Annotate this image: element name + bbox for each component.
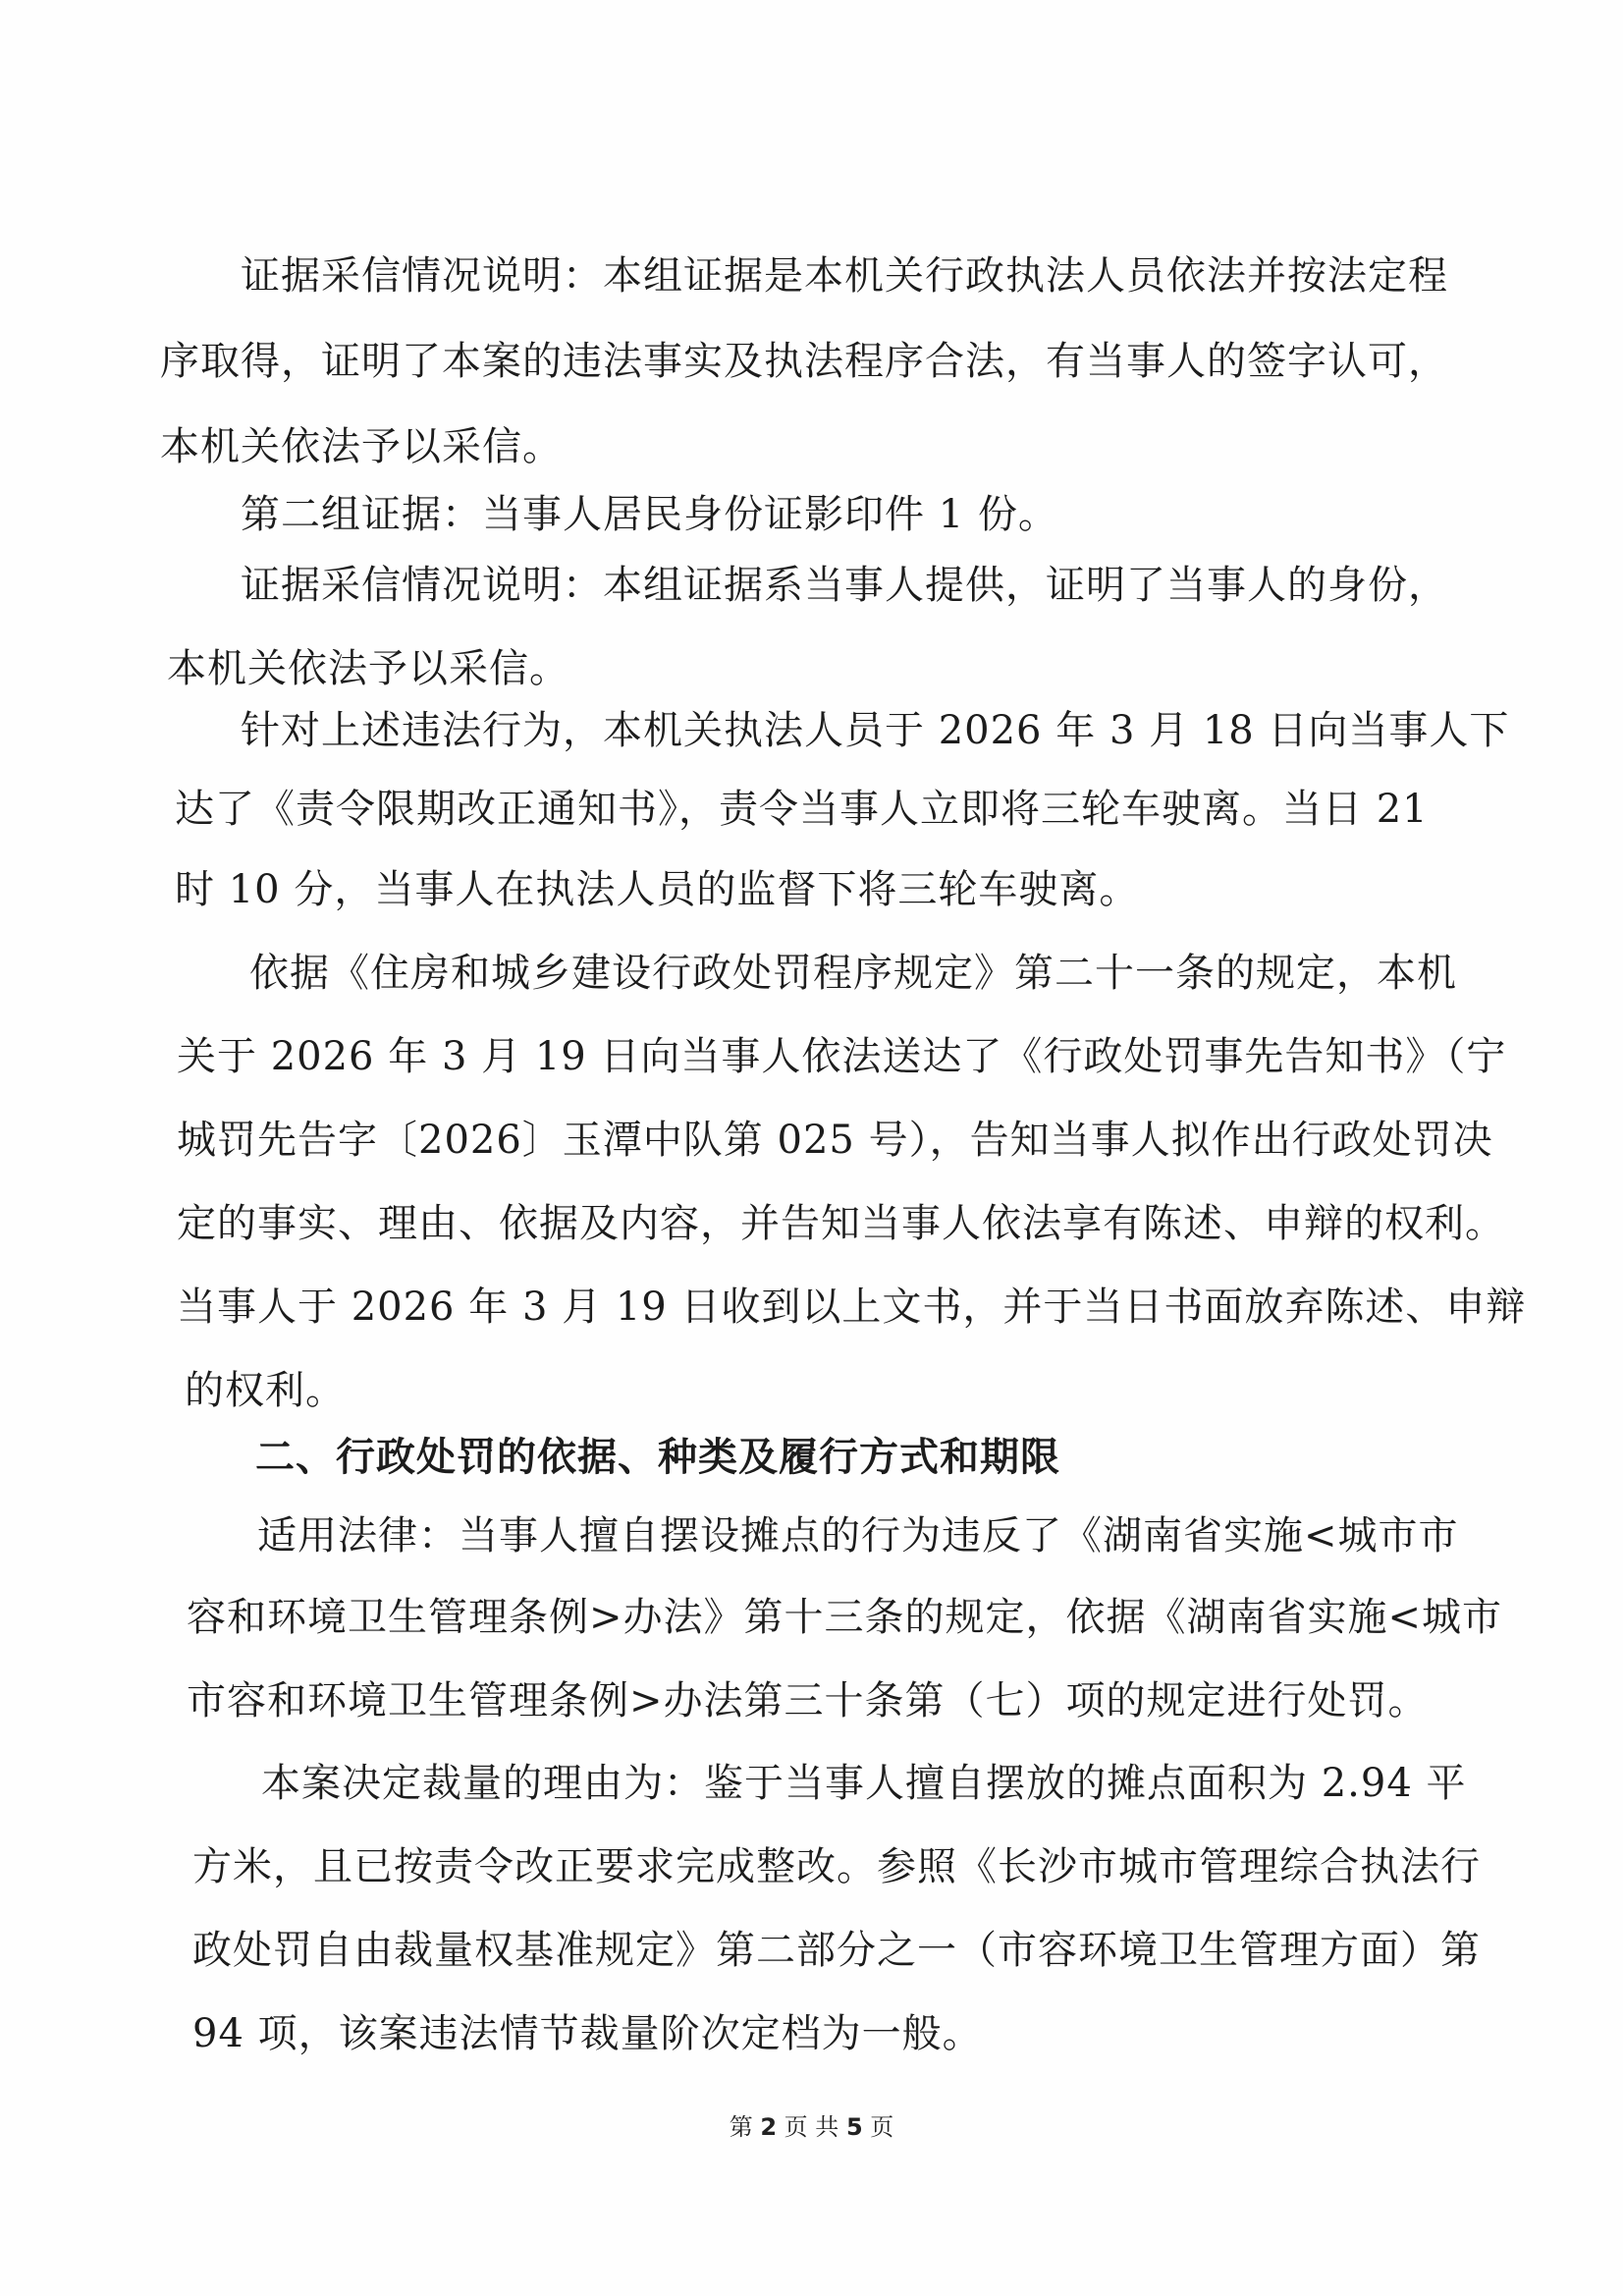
- current-page-number: 2: [760, 2113, 778, 2141]
- paragraph-line: 市容和环境卫生管理条例>办法第三十条第（七）项的规定进行处罚。: [187, 1678, 1429, 1723]
- paragraph-line: 方米，且已按责令改正要求完成整改。参照《长沙市城市管理综合执法行: [192, 1844, 1481, 1889]
- paragraph-line: 本机关依法予以采信。: [167, 646, 569, 691]
- paragraph-line: 适用法律：当事人擅自摆设摊点的行为违反了《湖南省实施<城市市: [257, 1513, 1459, 1558]
- paragraph-line: 容和环境卫生管理条例>办法》第十三条的规定，依据《湖南省实施<城市: [187, 1595, 1503, 1640]
- paragraph-line: 的权利。: [185, 1368, 346, 1413]
- paragraph-line: 依据《住房和城乡建设行政处罚程序规定》第二十一条的规定，本机: [249, 951, 1457, 996]
- paragraph-line: 城罚先告字〔2026〕玉潭中队第 025 号），告知当事人拟作出行政处罚决: [177, 1118, 1493, 1163]
- paragraph-line: 针对上述违法行为，本机关执法人员于 2026 年 3 月 18 日向当事人下: [241, 708, 1510, 753]
- paragraph-line: 本案决定裁量的理由为：鉴于当事人擅自摆放的摊点面积为 2.94 平: [261, 1761, 1467, 1806]
- paragraph-line: 证据采信情况说明：本组证据是本机关行政执法人员依法并按法定程: [241, 253, 1448, 299]
- paragraph-line: 定的事实、理由、依据及内容，并告知当事人依法享有陈述、申辩的权利。: [177, 1201, 1505, 1246]
- footer-prefix: 第: [729, 2113, 753, 2141]
- paragraph-line: 序取得，证明了本案的违法事实及执法程序合法，有当事人的签字认可，: [160, 339, 1448, 384]
- paragraph-line: 关于 2026 年 3 月 19 日向当事人依法送达了《行政处罚事先告知书》（宁: [177, 1034, 1507, 1079]
- paragraph-line: 当事人于 2026 年 3 月 19 日收到以上文书，并于当日书面放弃陈述、申辩: [177, 1285, 1527, 1330]
- paragraph-line: 达了《责令限期改正通知书》，责令当事人立即将三轮车驶离。当日 21: [175, 787, 1429, 832]
- page-footer: [0, 2111, 1623, 2143]
- paragraph-line: 94 项，该案违法情节裁量阶次定档为一般。: [192, 2011, 983, 2056]
- paragraph-line: 政处罚自由裁量权基准规定》第二部分之一（市容环境卫生管理方面）第: [192, 1928, 1481, 1973]
- paragraph-line: 第二组证据：当事人居民身份证影印件 1 份。: [241, 492, 1058, 537]
- section-heading: 二、行政处罚的依据、种类及履行方式和期限: [255, 1435, 1060, 1480]
- paragraph-line: 本机关依法予以采信。: [160, 424, 563, 469]
- paragraph-line: 时 10 分，当事人在执法人员的监督下将三轮车驶离。: [175, 867, 1140, 912]
- footer-middle: 页 共: [784, 2113, 839, 2141]
- paragraph-line: 证据采信情况说明：本组证据系当事人提供，证明了当事人的身份，: [241, 563, 1448, 608]
- total-page-number: 5: [845, 2113, 863, 2141]
- footer-suffix: 页: [870, 2113, 894, 2141]
